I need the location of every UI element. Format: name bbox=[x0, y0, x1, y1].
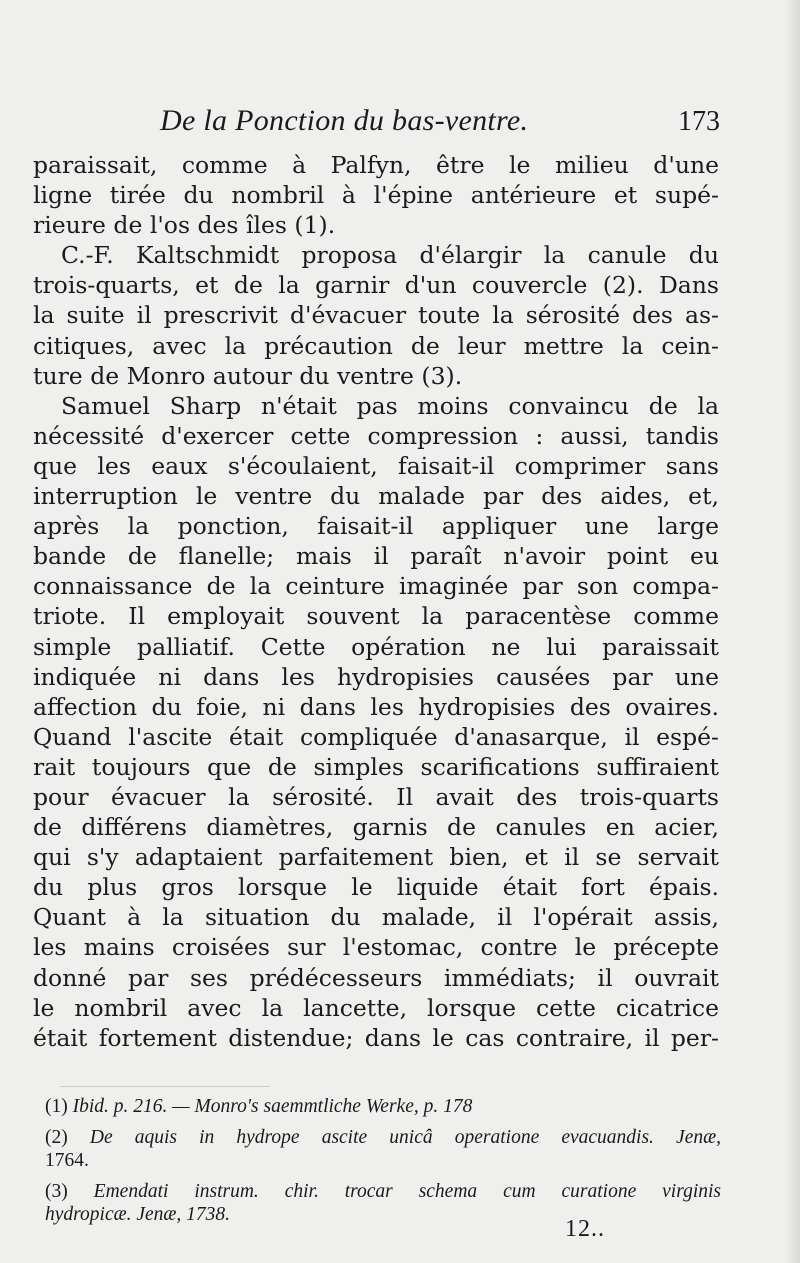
text-line: Samuel Sharp n'était pas moins convaincu de la bbox=[61, 391, 719, 420]
text-line: triote. Il employait souvent la paracentèse comme bbox=[33, 602, 719, 631]
signature-mark: 12.. bbox=[565, 1216, 605, 1242]
text-line: le nombril avec la lancette, lorsque cette cicatrice bbox=[33, 993, 719, 1022]
text-line: citiques, avec la précaution de leur mettre la cein- bbox=[33, 331, 719, 360]
footnotes bbox=[45, 1095, 721, 1226]
text-line: interruption le ventre du malade par des aides, et, bbox=[33, 482, 719, 511]
text-line: du plus gros lorsque le liquide était fort épais. bbox=[33, 873, 719, 902]
text-line: C.-F. Kaltschmidt proposa d'élargir la canule du bbox=[61, 241, 719, 270]
text-line: était fortement distendue; dans le cas contraire, il per- bbox=[33, 1023, 719, 1052]
text-line: de différens diamètres, garnis de canules en acier, bbox=[33, 813, 719, 842]
text-line: après la ponction, faisait-il appliquer une large bbox=[33, 512, 719, 541]
footnote-number: (2) bbox=[45, 1127, 68, 1148]
text-line: pour évacuer la sérosité. Il avait des trois-quarts bbox=[33, 782, 719, 811]
text-line: simple palliatif. Cette opération ne lui paraissait bbox=[33, 632, 719, 661]
text-line: affection du foie, ni dans les hydropisies des ovaires. bbox=[33, 692, 719, 721]
footnote-2 bbox=[45, 1126, 721, 1149]
text-line: bande de flanelle; mais il paraît n'avoir point eu bbox=[33, 542, 719, 571]
footnote-divider bbox=[60, 1086, 270, 1087]
footnote-2-continued: 1764. bbox=[45, 1150, 89, 1171]
text-line: que les eaux s'écoulaient, faisait-il comprimer sans bbox=[33, 451, 719, 480]
footnote-number: (1) bbox=[45, 1096, 68, 1117]
footnote-number: (3) bbox=[45, 1181, 68, 1202]
footnote-text: Emendati instrum. chir. trocar schema cum curatione virginis bbox=[93, 1181, 722, 1202]
footnote-3-continued: hydropicæ. Jenæ, 1738. bbox=[45, 1204, 231, 1225]
footnote-1 bbox=[45, 1095, 721, 1118]
text-line: Quand l'ascite était compliquée d'anasarque, il espé- bbox=[33, 722, 719, 751]
text-line: qui s'y adaptaient parfaitement bien, et il se servait bbox=[33, 843, 719, 872]
text-line: connaissance de la ceinture imaginée par son compa- bbox=[33, 572, 719, 601]
text-line: ture de Monro autour du ventre (3). bbox=[33, 361, 463, 390]
text-line: donné par ses prédécesseurs immédiats; il ouvrait bbox=[33, 963, 719, 992]
page-number: 173 bbox=[678, 106, 720, 137]
footnote-text: Ibid. p. 216. — Monro's saemmtliche Werke, p. 178 bbox=[72, 1096, 473, 1117]
footnote-text: De aquis in hydrope ascite unicâ operatione evacuandis. Jenæ, bbox=[89, 1127, 721, 1148]
body-text bbox=[33, 150, 719, 1053]
text-line: rieure de l'os des îles (1). bbox=[33, 211, 336, 240]
text-line: la suite il prescrivit d'évacuer toute la sérosité des as- bbox=[33, 301, 719, 330]
running-title: De la Ponction du bas-ventre. bbox=[160, 104, 529, 137]
text-line: paraissait, comme à Palfyn, être le milieu d'une bbox=[33, 151, 719, 179]
text-line: trois-quarts, et de la garnir d'un couvercle (2). Dans bbox=[33, 271, 719, 300]
page-edge-shadow bbox=[786, 0, 800, 1263]
footnote-3 bbox=[45, 1180, 721, 1203]
text-line: rait toujours que de simples scarifications suffiraient bbox=[33, 752, 719, 781]
text-line: nécessité d'exercer cette compression : aussi, tandis bbox=[33, 421, 719, 450]
text-line: ligne tirée du nombril à l'épine antérieure et supé- bbox=[33, 181, 719, 210]
text-line: les mains croisées sur l'estomac, contre le précepte bbox=[33, 933, 719, 962]
page-header bbox=[160, 104, 720, 144]
text-line: indiquée ni dans les hydropisies causées par une bbox=[33, 662, 719, 691]
text-line: Quant à la situation du malade, il l'opérait assis, bbox=[33, 903, 719, 932]
